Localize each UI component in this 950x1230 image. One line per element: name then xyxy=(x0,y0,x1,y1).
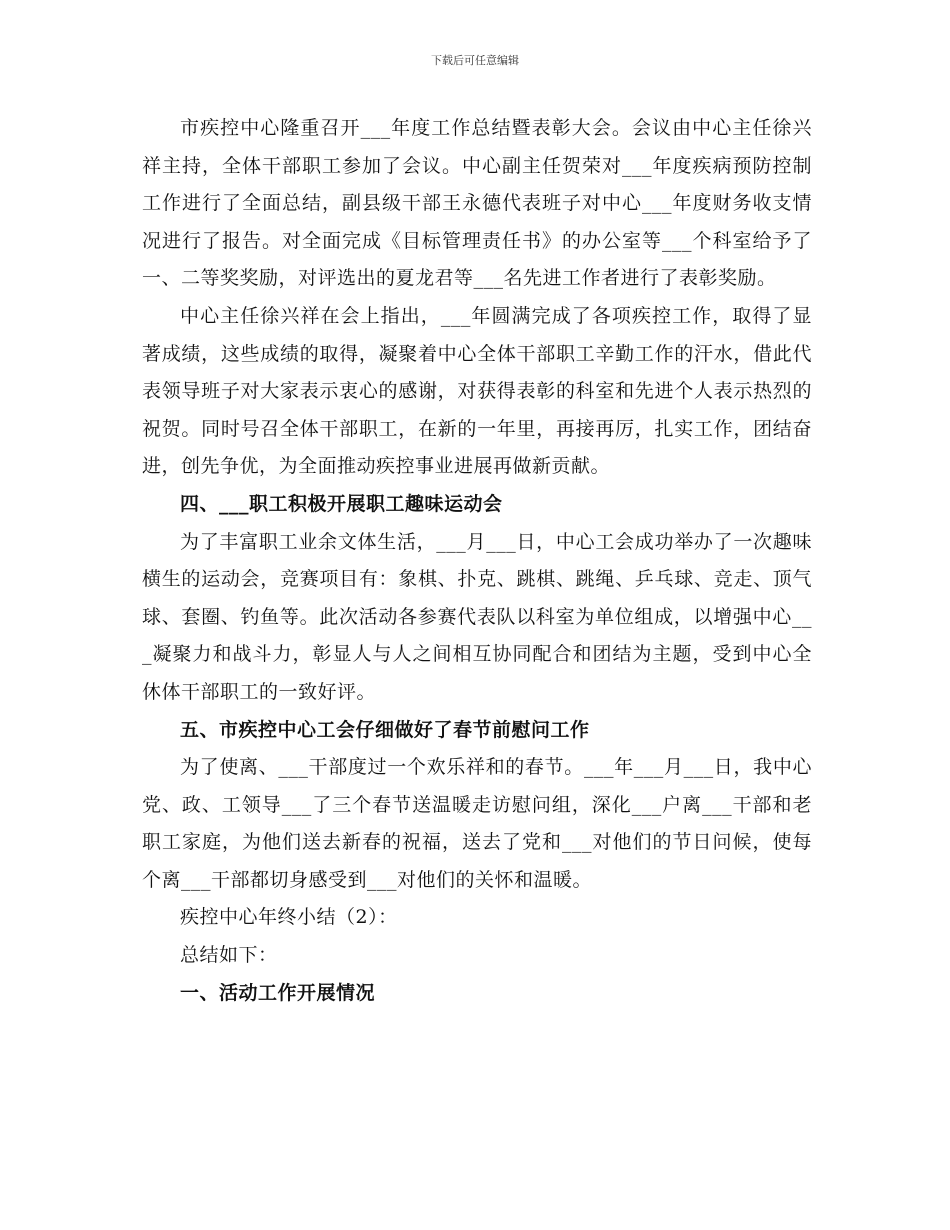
document-body xyxy=(142,110,812,1012)
paragraph-director-remarks: 中心主任徐兴祥在会上指出，___年圆满完成了各项疾控工作，取得了显著成绩，这些成绩的取得，凝聚着中心全体干部职工辛勤工作的汗水，借此代表领导班子对大家表示衷心的感谢，对获得表彰的科室和先进个人表示热烈的祝贺。同时号召全体干部职工，在新的一年里，再接再厉，扎实工作，团结奋进，创先争优，为全面推动疾控事业进展再做新贡献。 xyxy=(142,304,812,478)
section-title: 疾控中心年终小结（2）： xyxy=(180,906,398,929)
heading-activities: 一、活动工作开展情况 xyxy=(180,981,376,1004)
heading-spring-festival: 五、市疾控中心工会仔细做好了春节前慰问工作 xyxy=(180,718,590,741)
paragraph-sports-meet: 为了丰富职工业余文体生活，___月___日，中心工会成功举办了一次趣味横生的运动会，竞赛项目有：象棋、扑克、跳棋、跳绳、乒乓球、竞走、顶气球、套圈、钓鱼等。此次活动各参赛代表队以科室为单位组成，以增强中心___凝聚力和战斗力，彰显人与人之间相互协同配合和团结为主题，受到中心全休体干部职工的一致好评。 xyxy=(142,530,812,703)
page-header: 下载后可任意编辑 xyxy=(431,54,519,67)
paragraph-meeting: 市疾控中心隆重召开___年度工作总结暨表彰大会。会议由中心主任徐兴祥主持，全体干部职工参加了会议。中心副主任贺荣对___年度疾病预防控制工作进行了全面总结，副县级干部王永德代表班子对中心___年度财务收支情况进行了报告。对全面完成《目标管理责任书》的办公室等___个科室给予了一、二等奖奖励，对评选出的夏龙君等___名先进工作者进行了表彰奖励。 xyxy=(142,117,812,290)
summary-line: 总结如下： xyxy=(180,944,278,967)
paragraph-spring-festival: 为了使离、___干部度过一个欢乐祥和的春节。___年___月___日，我中心党、政、工领导___了三个春节送温暖走访慰问组，深化___户离___干部和老职工家庭，为他们送去新春的祝福，送去了党和___对他们的节日问候，使每个离___干部都切身感受到___对他们的关怀和温暖。 xyxy=(142,756,812,891)
heading-sports-meet: 四、___职工积极开展职工趣味运动会 xyxy=(180,492,503,515)
